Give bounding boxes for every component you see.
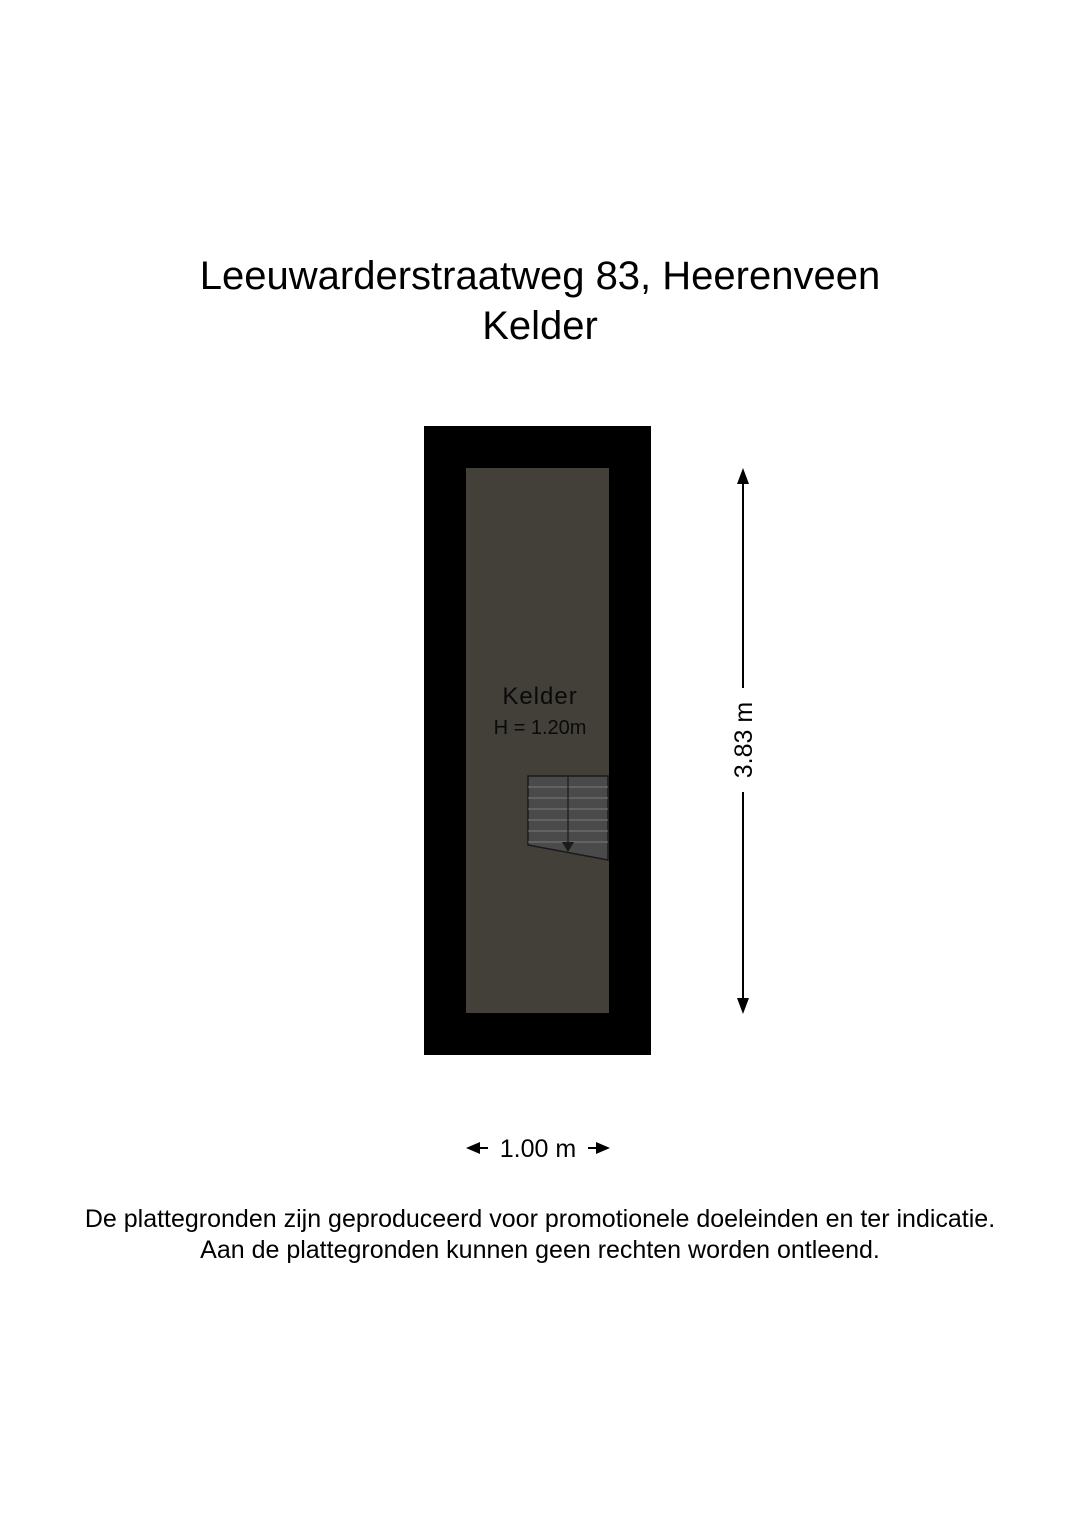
floor-title: Kelder [482,304,598,348]
arrow-right-icon [596,1142,610,1154]
room-name: Kelder [502,683,578,710]
arrow-left-icon [466,1142,480,1154]
staircase [528,776,608,860]
page-title: Leeuwarderstraatweg 83, Heerenveen [199,254,881,298]
disclaimer-line-2: Aan de plattegronden kunnen geen rechten worden ontleend. [200,1236,880,1264]
width-dimension-label: 1.00 m [499,1135,577,1163]
height-dimension [730,468,758,1014]
arrow-down-icon [737,998,749,1014]
disclaimer-line-1: De plattegronden zijn geproduceerd voor promotionele doeleinden en ter indicatie. [84,1205,996,1233]
width-dimension [466,1135,610,1163]
height-dimension-label: 3.83 m [730,701,758,779]
arrow-up-icon [737,468,749,484]
room-floor [466,468,609,1013]
room-height-label: H = 1.20m [493,717,587,739]
